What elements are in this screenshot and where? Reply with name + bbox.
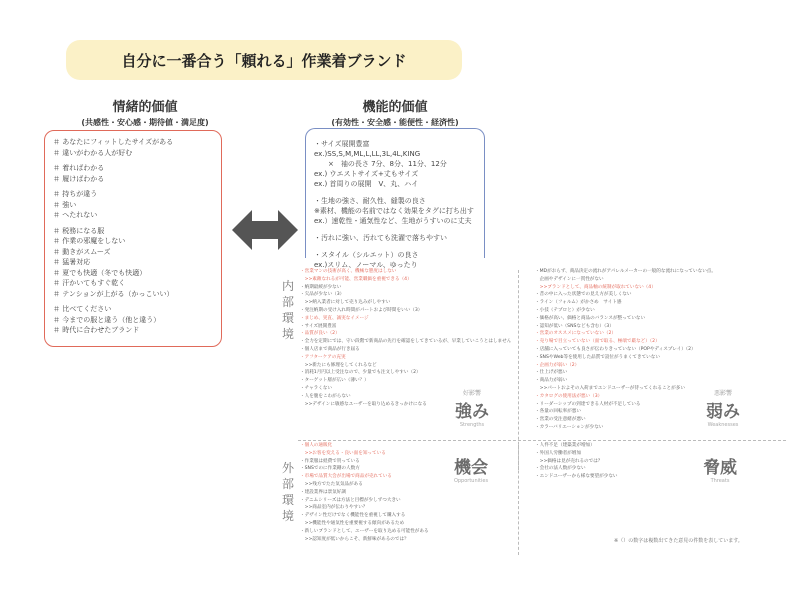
emotional-value-item: ＃ テンションが上がる（かっこいい） bbox=[53, 289, 174, 298]
strengths-item: ・消耗1月円以上受注なので、少量でも注文しやすい（2） bbox=[300, 370, 421, 376]
threats-item: ・人件不足（建築業が増加） bbox=[535, 443, 595, 448]
opportunities-item: >>お客を変える・良い面を知っている bbox=[300, 450, 386, 456]
group-spacer bbox=[314, 226, 476, 233]
emotional-value-box bbox=[44, 130, 222, 347]
weaknesses-item: ・カタログの使用法が悪い（3） bbox=[535, 393, 603, 399]
swot-horizontal-divider bbox=[298, 440, 786, 441]
functional-value-item: ex.)SS,S,M,ML,L,LL,3L,4L,KING bbox=[314, 150, 421, 158]
emotional-value-item: ＃ 持ちが違う bbox=[53, 190, 98, 198]
swot-vertical-divider bbox=[518, 270, 519, 470]
opportunities-item: ・デザイン性だけでなく機能性を重視して購入する bbox=[300, 513, 406, 519]
weaknesses-item: ・価格が高い、価格と商品のバランスが整っていない bbox=[535, 315, 646, 321]
threats-list bbox=[535, 442, 618, 481]
weaknesses-item: >>パートおよその入荷までエンドユーザーが待ってくれることが多い bbox=[535, 385, 685, 391]
opportunities-item: ・市場で品質大会が出場で商品が売れている bbox=[300, 474, 392, 480]
weaknesses-list bbox=[535, 268, 716, 432]
threats-item: ・会社の法人数が少ない bbox=[535, 466, 586, 472]
opportunities-en: Opportunities bbox=[453, 478, 489, 484]
functional-title: 機能的価値 bbox=[362, 100, 428, 115]
weaknesses-kana: 悪影響 bbox=[713, 390, 732, 397]
emotional-value-item: ＃ 作業の邪魔をしない bbox=[53, 237, 126, 245]
weaknesses-en: Weaknesses bbox=[707, 422, 739, 428]
emotional-value-item: ＃ 比べてください bbox=[53, 305, 112, 313]
emotional-subtitle: (共感性・安心感・期待値・満足度) bbox=[81, 118, 209, 127]
strengths-item: ・アフターケアの充実 bbox=[300, 354, 346, 360]
external-environment-label: 外部環境 bbox=[281, 461, 294, 523]
threats-item: >>価格は見が売れるのでは？ bbox=[535, 458, 603, 464]
opportunities-item: ・SNSでのに作業剛の人数方 bbox=[300, 466, 360, 472]
weaknesses-item: ・売り場で目立っていない（面で取る、極端で厳など）（2） bbox=[535, 339, 660, 345]
opportunities-item: ・個人の通販化 bbox=[300, 443, 333, 448]
strengths-item: ・チャラくない bbox=[300, 385, 333, 391]
opportunities-item: ・作業服は経費で買っている bbox=[300, 458, 360, 464]
strengths-item: ・個人店まで商品が行き届る bbox=[300, 346, 360, 352]
opportunities-list bbox=[300, 442, 429, 543]
functional-subtitle: (有効性・安全感・能便性・経済性) bbox=[331, 118, 459, 127]
weaknesses-item: ・昔の中に入った状態での見え方が美しくない bbox=[535, 292, 632, 298]
emotional-value-item: ＃ 強い bbox=[53, 200, 77, 209]
opportunities-watermark bbox=[443, 453, 499, 484]
weaknesses-item: >>ブランドとして、商品軸の統制が取れていない（4） bbox=[535, 284, 656, 290]
functional-value-item: ex.) ウエストサイズ+丈もサイズ bbox=[314, 170, 419, 178]
double-arrow-icon bbox=[232, 208, 298, 252]
opportunities-title: 機会 bbox=[454, 458, 488, 478]
functional-value-item: × 袖の長さ 7分、8分、11分、12分 bbox=[314, 160, 447, 168]
weaknesses-item: ・カラーバリエーションが少ない bbox=[535, 424, 604, 430]
emotional-value-item: ＃ 税務になる服 bbox=[53, 226, 105, 235]
strengths-item: ・サイズ展開豊富 bbox=[300, 323, 337, 329]
strengths-en: Strengths bbox=[459, 422, 485, 428]
strengths-item: ・欠品が少ない（3） bbox=[300, 292, 345, 298]
weaknesses-item: ・店舗に入っていても良さが伝わりきっていない（POPやディスプレイ）（2） bbox=[535, 346, 696, 352]
emotional-value-item: ＃ あなたにフィットしたサイズがある bbox=[53, 138, 174, 146]
weaknesses-item: ・認知が低い（SNSなども含む）（3） bbox=[535, 323, 614, 329]
functional-value-box bbox=[305, 128, 485, 269]
functional-value-item: ex.)スリム、ノーマル、ゆったり bbox=[314, 261, 418, 269]
weaknesses-item: ・商品力が弱い bbox=[535, 378, 568, 384]
threats-title: 脅威 bbox=[703, 458, 737, 478]
weaknesses-item: ・営業のオススメになっていない（2） bbox=[535, 331, 616, 337]
threats-item: ・エンドユーザーから様な要望が少ない bbox=[535, 474, 618, 480]
functional-value-item: ・サイズ展開豊富 bbox=[314, 140, 370, 148]
emotional-value-item: ＃ 動きがスムーズ bbox=[53, 247, 111, 256]
footnote: ※（）の数字は複数出てきた意見の件数を表しています。 bbox=[614, 538, 743, 544]
weaknesses-item: ・営業の受注意緒が悪い bbox=[535, 417, 586, 423]
weaknesses-item: ・リーダーシップの到達できる人材が不足している bbox=[535, 401, 641, 407]
emotional-value-item: ＃ 今までの服と違う（他と違う） bbox=[53, 315, 161, 324]
weaknesses-item: ・仕上げが悪い bbox=[535, 370, 568, 376]
strengths-kana: 好影響 bbox=[462, 390, 481, 397]
emotional-value-item: ＃ 汗かいてもすぐ乾く bbox=[53, 279, 126, 287]
opportunities-item: ・新しいブランドとして、ユーザーを取り込める可能性がある bbox=[300, 528, 429, 534]
strengths-item: ・ターゲット層が広い（薄い？） bbox=[300, 378, 369, 384]
weaknesses-item: ・MDがおらず、商品決定の流れがアパレルメーカーの一般的な流れになっていない点。 bbox=[535, 269, 716, 274]
functional-value-item: ex.) 首周りの展開 V、丸、ハイ bbox=[314, 180, 419, 188]
page-title: 自分に一番合う「頼れる」作業着ブランド bbox=[66, 40, 462, 80]
threats-watermark bbox=[694, 453, 746, 484]
strengths-item: >>デザインに敏感なユーザーを取り込めるきっかけになる bbox=[300, 401, 427, 407]
functional-value-item: ・生地の強さ、耐久性、縫製の良さ bbox=[314, 197, 426, 205]
strengths-item: ・まじめ、実直、誠実なイメージ bbox=[300, 315, 369, 321]
weaknesses-item: 企画やデザインに一貫性がない bbox=[535, 276, 604, 282]
strengths-item: ・営業マンの技術が高く、機械な態度はしない bbox=[300, 269, 397, 274]
swot-vertical-divider-lower bbox=[518, 445, 519, 555]
functional-value-item: ex.）速乾性・通気性など、生地がうすいのに丈夫 bbox=[314, 217, 472, 225]
group-spacer bbox=[314, 189, 476, 196]
strengths-item: ・品質が良い（2） bbox=[300, 331, 340, 337]
opportunities-item: >>残方でたた気気品がある bbox=[300, 481, 363, 487]
emotional-value-item: ＃ 違いがわかる人が好む bbox=[53, 148, 133, 157]
emotional-value-item: ＃ 着ればわかる bbox=[53, 164, 105, 172]
strengths-item: >>新たにも修理をしてくれるなど bbox=[300, 362, 377, 368]
emotional-value-item: ＃ 履けばわかる bbox=[53, 174, 105, 183]
strengths-title: 強み bbox=[455, 402, 489, 422]
weaknesses-watermark bbox=[695, 388, 751, 428]
strengths-item: ・全力を定期にでは、守い段階で新商品の先行を確認をしてきているが、早業していこうとはしません bbox=[300, 339, 512, 345]
opportunities-item: >>商品室内が伝わりやすい？ bbox=[300, 505, 368, 511]
opportunities-item: ・デニムシリーズは方法と目標が少しずつ大きい bbox=[300, 497, 401, 503]
threats-item: ・外国人労働者が増加 bbox=[535, 450, 581, 456]
weaknesses-item: ・企画力が弱い（2） bbox=[535, 362, 580, 368]
emotional-value-item: ＃ 夏でも快適（冬でも快適） bbox=[53, 268, 147, 277]
emotional-value-item: ＃ 猛暑対応 bbox=[53, 258, 91, 266]
strengths-watermark bbox=[448, 388, 496, 428]
functional-value-item: ・スタイル（シルエット）の良さ bbox=[314, 251, 419, 259]
strengths-item: >>素敵なれるが可能、営業職価を重視できる（4） bbox=[300, 276, 412, 282]
strengths-item: ・納期最緩が少ない bbox=[300, 284, 342, 290]
opportunities-item: >>認知度が低いからこそ、新鮮味があるのでは？ bbox=[300, 536, 409, 542]
weaknesses-item: ・小技（テプロと）が少ない bbox=[535, 307, 595, 313]
weaknesses-item: ・SNSやWeb等を使用した品質で設位がうまくてきていない bbox=[535, 354, 660, 360]
weaknesses-item: ・各量の回転率が悪い bbox=[535, 409, 581, 415]
group-spacer bbox=[314, 243, 476, 250]
functional-value-heading bbox=[300, 96, 490, 128]
strengths-item: ・発注納期の受け入れ時間がパートおよび時間をいい（3） bbox=[300, 307, 423, 313]
emotional-value-heading bbox=[60, 96, 230, 128]
strengths-item: ・人を腹をこわがらない bbox=[300, 393, 351, 399]
opportunities-item: ・建設業界は景気好調 bbox=[300, 489, 346, 495]
internal-environment-label: 内部環境 bbox=[281, 279, 294, 341]
weaknesses-item: ・ライン（フォルム）がかさめ サイト感 bbox=[535, 300, 622, 306]
opportunities-item: >>機能性や通気性を重要視する傾向があるため bbox=[300, 520, 405, 526]
functional-value-item: ・汚れに強い、汚れても洗濯で落ちやすい bbox=[314, 234, 447, 242]
emotional-title: 情緒的価値 bbox=[112, 100, 178, 115]
strengths-item: >>納入業者に対して売り込みがしやすい bbox=[300, 300, 391, 306]
emotional-value-item: ＃ 時代に合わせたブランド bbox=[53, 326, 140, 334]
threats-en: Threats bbox=[710, 478, 730, 484]
functional-value-item: ※素材、機能の名前ではなく効果をタグに打ち出す bbox=[314, 207, 474, 215]
emotional-value-item: ＃ へたれない bbox=[53, 211, 98, 219]
weaknesses-title: 弱み bbox=[706, 402, 740, 422]
